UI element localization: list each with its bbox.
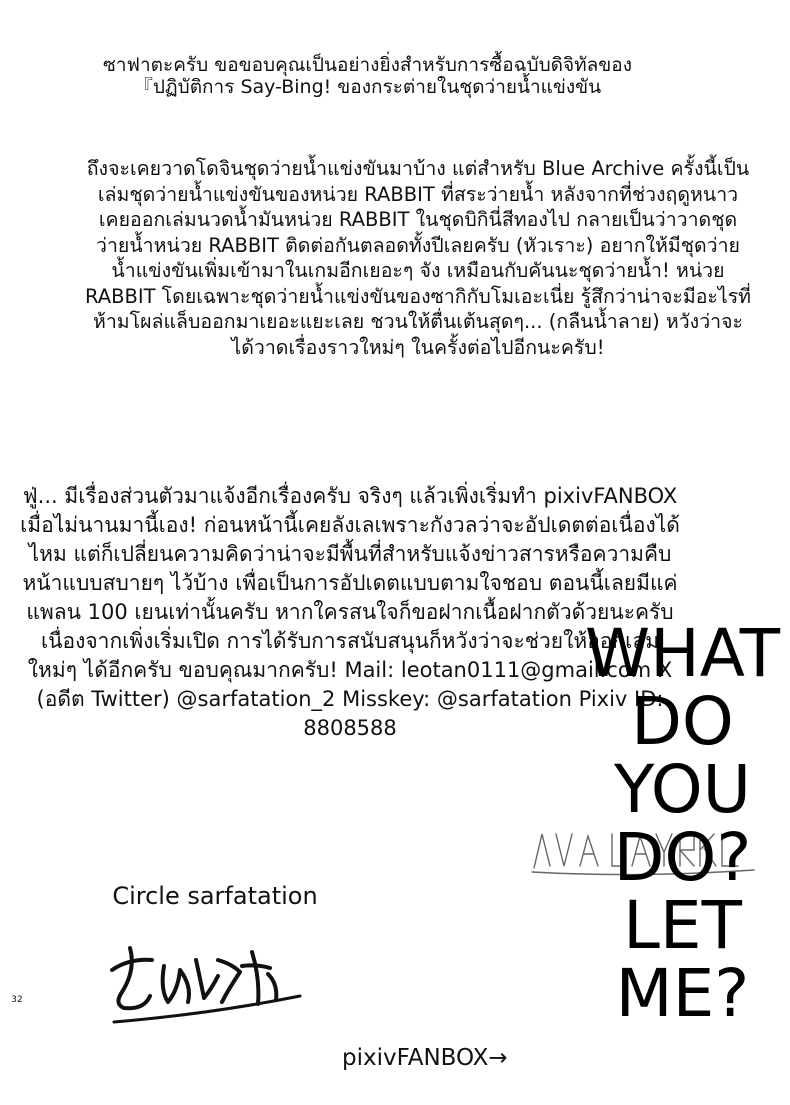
afterword-intro-paragraph: ซาฟาตะครับ ขอขอบคุณเป็นอย่างยิ่งสำหรับการซื้อฉบับดิจิทัลของ 『ปฏิบัติการ Say-Bing! ของกระต่ายในชุดว่ายน้ำแข่งขัน bbox=[102, 54, 632, 98]
afterword-fanbox-paragraph: ฟู่... มีเรื่องส่วนตัวมาแจ้งอีกเรื่องครับ จริงๆ แล้วเพิ่งเริ่มทำ pixivFANBOX เมื่อไม่นานมานี้เอง! ก่อนหน้านี้เคยลังเลเพราะกังวลว่าจะอัปเดตต่อเนื่องได้ไหม แต่ก็เปลี่ยนความคิดว่าน่าจะมีพื้นที่สำหรับแจ้งข่าวสารหรือความคืบหน้าแบบสบายๆ ไว้บ้าง เพื่อเป็นการอัปเดตแบบตามใจชอบ ตอนนี้เลยมีแค่แพลน 100 เยนเท่านั้นครับ หากใครสนใจก็ขอฝากเนื้อฝากตัวด้วยนะครับ เนื่องจากเพิ่งเริ่มเปิด การได้รับการสนับสนุนก็หวังว่าจะช่วยให้ออกเล่มใหม่ๆ ได้อีกครับ ขอบคุณมากครับ! Mail: leotan0111@gmail.com X (อดีต Twitter) @sarfatation_2 Misskey: @sarfatation Pixiv ID: 8808588 bbox=[20, 484, 680, 740]
overlay-line: DO? bbox=[613, 819, 752, 896]
page-number: 32 bbox=[11, 995, 23, 1005]
overlay-line: WHAT bbox=[584, 615, 781, 692]
fanbox-link[interactable]: pixivFANBOX→ bbox=[342, 1045, 508, 1071]
overlay-line: ME? bbox=[615, 955, 750, 1032]
signature-icon bbox=[100, 930, 310, 1030]
overlay-caption bbox=[575, 615, 790, 1032]
overlay-line: DO bbox=[631, 683, 734, 760]
overlay-line: LET bbox=[623, 887, 742, 964]
overlay-line: YOU bbox=[614, 751, 751, 828]
afterword-main-paragraph: ถึงจะเคยวาดโดจินชุดว่ายน้ำแข่งขันมาบ้าง แต่สำหรับ Blue Archive ครั้งนี้เป็นเล่มชุดว่ายน้ำแข่งขันของหน่วย RABBIT ที่สระว่ายน้ำ หลังจากที่ช่วงฤดูหนาวเคยออกเล่มนวดน้ำมันหน่วย RABBIT ในชุดบิกินี่สีทองไป กลายเป็นว่าวาดชุดว่ายน้ำหน่วย RABBIT ติดต่อกันตลอดทั้งปีเลยครับ (หัวเราะ) อยากให้มีชุดว่ายน้ำแข่งขันเพิ่มเข้ามาในเกมอีกเยอะๆ จัง เหมือนกับคันนะชุดว่ายน้ำ! หน่วย RABBIT โดยเฉพาะชุดว่ายน้ำแข่งขันของซากิกับโมเอะเนี่ย รู้สึกว่าน่าจะมีอะไรที่ห้ามโผล่แล็บออกมาเยอะแยะเลย ชวนให้ตื่นเต้นสุดๆ... (กลืนน้ำลาย) หวังว่าจะได้วาดเรื่องราวใหม่ๆ ในครั้งต่อไปอีกนะครับ! bbox=[84, 157, 752, 359]
circle-name: Circle sarfatation bbox=[112, 882, 318, 910]
